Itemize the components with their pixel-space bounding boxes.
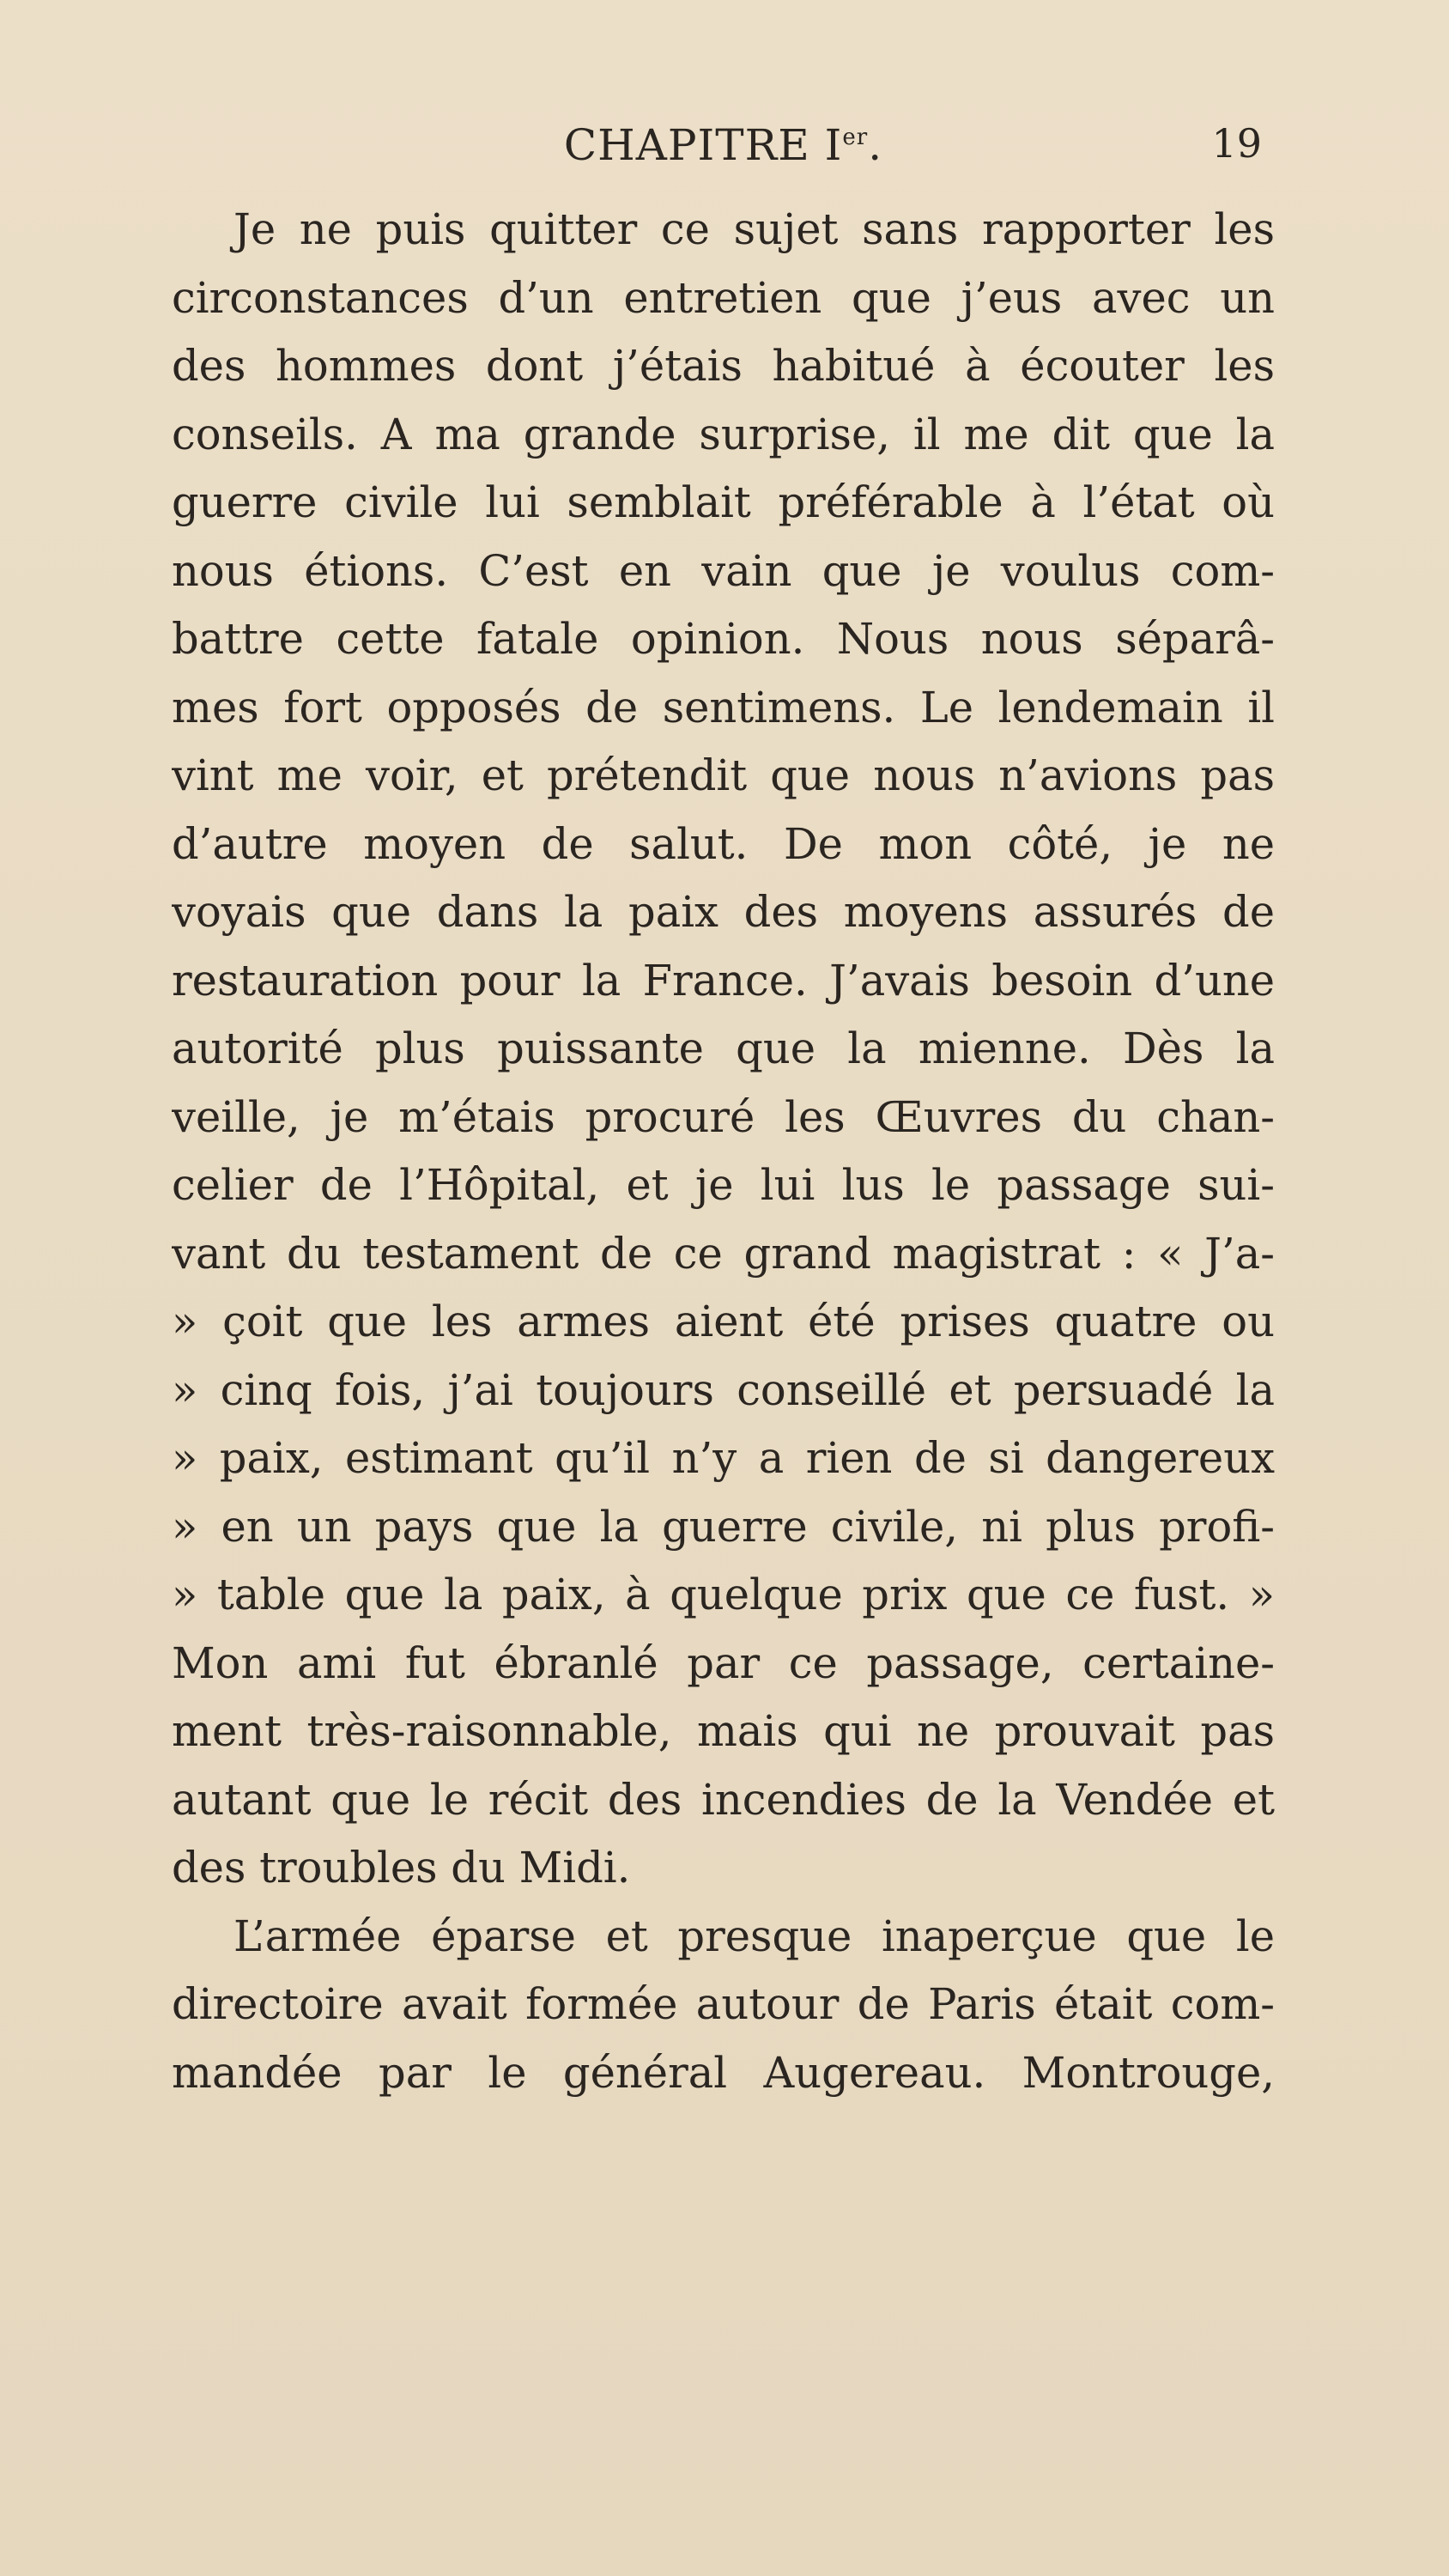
text-line: Je ne puis quitter ce sujet sans rapporter les xyxy=(233,204,1275,254)
chapter-superscript: er xyxy=(842,125,869,150)
chapter-title-tail: . xyxy=(868,120,883,170)
page-header xyxy=(172,120,1275,189)
text-line: vint me voir, et prétendit que nous n’avions pas xyxy=(172,750,1275,800)
quote-line: » paix, estimant qu’il n’y a rien de si dangereux xyxy=(172,1433,1275,1483)
text-line: des troubles du Midi. xyxy=(172,1843,631,1893)
text-line: mandée par le général Augereau. Montrouge, xyxy=(172,2047,1275,2098)
text-line: restauration pour la France. J’avais besoin d’une xyxy=(172,955,1275,1005)
text-line: Mon ami fut ébranlé par ce passage, certaine- xyxy=(172,1637,1275,1688)
text-line: d’autre moyen de salut. De mon côté, je ne xyxy=(172,818,1275,869)
page-number: 19 xyxy=(1211,120,1262,167)
text-line: circonstances d’un entretien que j’eus avec un xyxy=(172,272,1275,323)
text-line: celier de l’Hôpital, et je lui lus le passage sui- xyxy=(172,1160,1275,1210)
text-line: directoire avait formée autour de Paris était com- xyxy=(172,1979,1275,2029)
text-line: guerre civile lui semblait préférable à l’état où xyxy=(172,477,1275,527)
text-line: voyais que dans la paix des moyens assurés de xyxy=(172,887,1275,937)
text-line: veille, je m’étais procuré les Œuvres du chan- xyxy=(172,1091,1275,1142)
text-line: conseils. A ma grande surprise, il me dit que la xyxy=(172,409,1275,459)
text-line: autorité plus puissante que la mienne. Dès la xyxy=(172,1024,1275,1073)
quote-line: » table que la paix, à quelque prix que ce fust. » xyxy=(172,1570,1275,1619)
text-line: nous étions. C’est en vain que je voulus com- xyxy=(172,545,1275,596)
quote-line: » en un pays que la guerre civile, ni plus profi- xyxy=(172,1501,1275,1552)
paragraph xyxy=(172,1903,1275,2108)
text-line: ment très-raisonnable, mais qui ne prouvait pas xyxy=(172,1706,1275,1756)
chapter-title: CHAPITRE I xyxy=(563,120,843,170)
text-line: des hommes dont j’étais habitué à écouter les xyxy=(172,341,1275,391)
text-line: mes fort opposés de sentimens. Le lendemain il xyxy=(172,682,1275,732)
paragraph xyxy=(172,196,1275,1903)
text-line: L’armée éparse et presque inaperçue que le xyxy=(233,1911,1275,1961)
text-line: battre cette fatale opinion. Nous nous séparâ- xyxy=(172,614,1275,664)
quote-line: » çoit que les armes aient été prises quatre ou xyxy=(172,1297,1275,1346)
body-text xyxy=(172,196,1275,2107)
running-head xyxy=(172,120,1275,170)
quote-line: » cinq fois, j’ai toujours conseillé et persuadé la xyxy=(172,1364,1275,1415)
text-line: vant du testament de ce grand magistrat : « J’a- xyxy=(172,1228,1275,1279)
text-line: autant que le récit des incendies de la Vendée et xyxy=(172,1774,1275,1825)
